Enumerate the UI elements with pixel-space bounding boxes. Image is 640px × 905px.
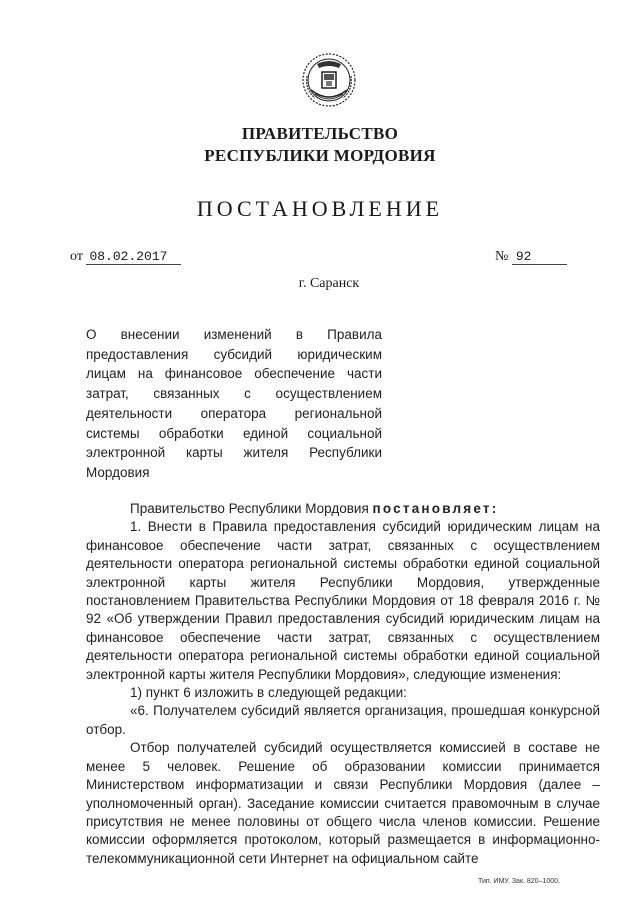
date-prefix: от xyxy=(70,249,83,264)
government-title-line1: ПРАВИТЕЛЬСТВО xyxy=(241,124,399,143)
document-date: 08.02.2017 xyxy=(86,249,181,265)
government-title-line2: РЕСПУБЛИКИ МОРДОВИЯ xyxy=(204,146,436,165)
coat-of-arms-icon xyxy=(297,50,361,114)
paragraph-1: 1. Внести в Правила предоставления субсидий юридическим лицам на финансовое обеспечение части затрат, связанных с осуществлением деятельности оператора региональной системы обработки единой социальной электронной карты жителя Республики Мордовия, утвержденные постановлением Правительства Республики Мордовия от 18 февраля 2016 г. № 92 «Об утверждении Правил предоставления субсидий юридическим лицам на финансовое обеспечение части затрат, связанных с осуществлением деятельности оператора региональной системы обработки единой социальной электронной карты жителя Республики Мордовия», следующие изменения: xyxy=(86,519,600,682)
document-type: ПОСТАНОВЛЕНИЕ xyxy=(196,196,444,221)
intro-verb: постановляет: xyxy=(372,501,499,516)
number-row xyxy=(495,249,567,265)
intro-lead: Правительство Республики Мордовия xyxy=(130,501,369,516)
print-mark: Тип. ИМУ. Зак. 820–1000. xyxy=(478,878,560,885)
document-subject: О внесении изменений в Правила предоставления субсидий юридическим лицам на финансовое обеспечение части затрат, связанных с осуществлением деятельности оператора региональной системы обработки единой социальной электронной карты жителя Республики Мордовия xyxy=(86,327,382,480)
date-row xyxy=(70,249,181,265)
city: г. Саранск xyxy=(298,276,360,291)
intro-paragraph xyxy=(86,500,600,518)
paragraph-2: 1) пункт 6 изложить в следующей редакции: xyxy=(130,685,407,701)
number-prefix: № xyxy=(495,249,509,264)
paragraph-4: Отбор получателей субсидий осуществляется комиссией в составе не менее 5 человек. Решение об образовании комиссии принимается Министерством информатизации и связи Республики Мордовия (далее – уполномоченный орган). Заседание комиссии считается правомочным в случае присутствия не менее половины от общего числа членов комиссии. Решение комиссии оформляется протоколом, который размещается в информационно-телекоммуникационной сети Интернет на официальном сайте xyxy=(86,740,600,866)
document-number: 92 xyxy=(512,249,568,265)
document-body xyxy=(86,500,600,868)
paragraph-3: «6. Получателем субсидий является организация, прошедшая конкурсной отбор. xyxy=(86,703,600,737)
